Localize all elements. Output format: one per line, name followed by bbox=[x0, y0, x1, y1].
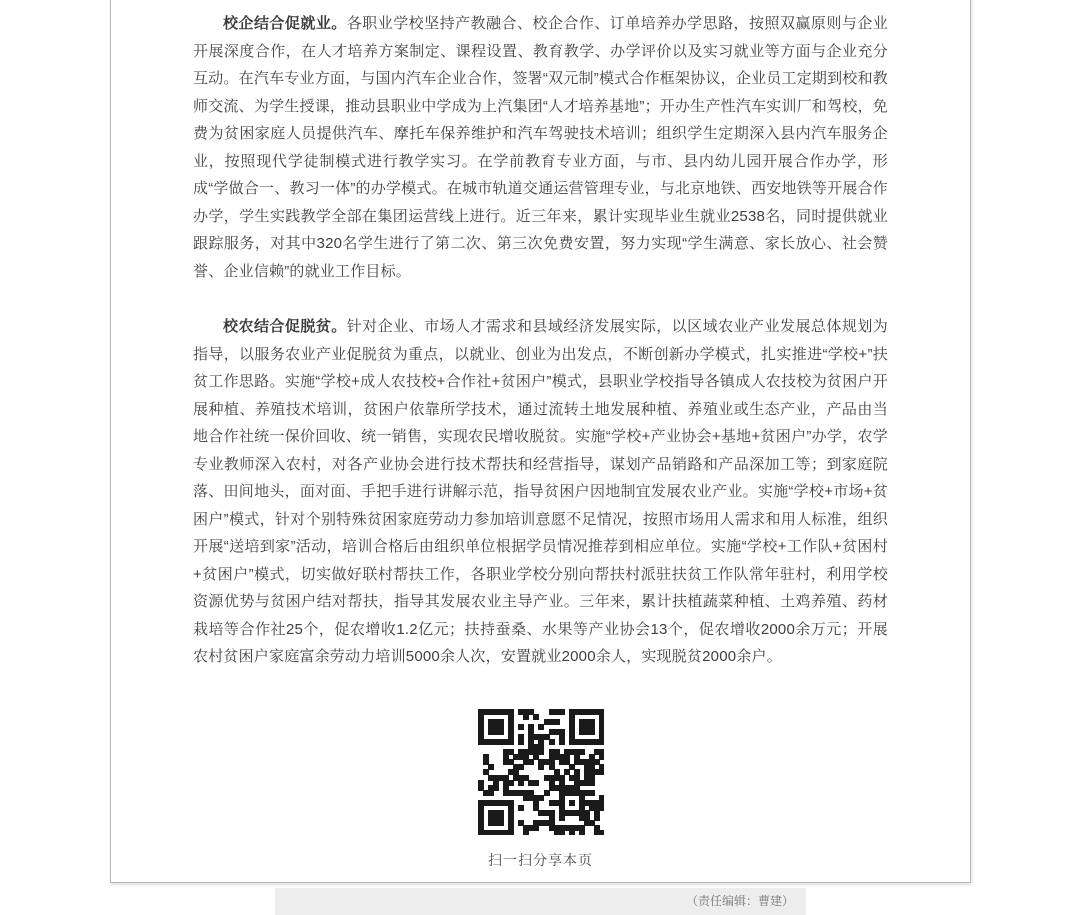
qr-share-block bbox=[193, 709, 888, 870]
editor-bar bbox=[275, 888, 806, 915]
paragraph-text-employment: 各职业学校坚持产教融合、校企合作、订单培养办学思路，按照双赢原则与企业开展深度合作，在人才培养方案制定、课程设置、教育教学、办学评价以及实习就业等方面与企业充分互动。在汽车专业方面，与国内汽车企业合作，签署“双元制”模式合作框架协议，企业员工定期到校和教师交流、为学生授课，推动县职业中学成为上汽集团“人才培养基地”；开办生产性汽车实训厂和驾校，免费为贫困家庭人员提供汽车、摩托车保养维护和汽车驾驶技术培训；组织学生定期深入县内汽车服务企业，按照现代学徒制模式进行教学实习。在学前教育专业方面，与市、县内幼儿园开展合作办学，形成“学做合一、教习一体”的办学模式。在城市轨道交通运营管理专业，与北京地铁、西安地铁等开展合作办学，学生实践教学全部在集团运营线上进行。近三年来，累计实现毕业生就业2538名，同时提供就业跟踪服务，对其中320名学生进行了第二次、第三次免费安置，努力实现“学生满意、家长放心、社会赞誉、企业信赖”的就业工作目标。 bbox=[193, 15, 888, 280]
paragraph-lead-employment: 校企结合促就业。 bbox=[223, 15, 347, 32]
article-paragraph-employment bbox=[193, 10, 888, 285]
article-page bbox=[110, 0, 971, 908]
paragraph-text-poverty: 针对企业、市场人才需求和县域经济发展实际，以区域农业产业发展总体规划为指导，以服务农业产业促脱贫为重点，以就业、创业为出发点，不断创新办学模式，扎实推进“学校+”扶贫工作思路。实施“学校+成人农技校+合作社+贫困户”模式，县职业学校指导各镇成人农技校为贫困户开展种植、养殖技术培训，贫困户依靠所学技术，通过流转土地发展种植、养殖业或生态产业，产品由当地合作社统一保价回收、统一销售，实现农民增收脱贫。实施“学校+产业协会+基地+贫困户”办学，农学专业教师深入农村，对各产业协会进行技术帮扶和经营指导，谋划产品销路和产品深加工等；到家庭院落、田间地头，面对面、手把手进行讲解示范，指导贫困户因地制宜发展农业产业。实施“学校+市场+贫困户”模式，针对个别特殊贫困家庭劳动力参加培训意愿不足情况，按照市场用人需求和用人标准，组织开展“送培到家”活动，培训合格后由组织单位根据学员情况推荐到相应单位。实施“学校+工作队+贫困村+贫困户”模式，切实做好联村帮扶工作，各职业学校分别向帮扶村派驻扶贫工作队常年驻村，利用学校资源优势与贫困户结对帮扶，指导其发展农业主导产业。三年来，累计扶植蔬菜种植、土鸡养殖、药材栽培等合作社25个，促农增收1.2亿元；扶持蚕桑、水果等产业协会13个，促农增收2000余万元；开展农村贫困户家庭富余劳动力培训5000余人次，安置就业2000余人，实现脱贫2000余户。 bbox=[193, 318, 888, 665]
editor-note: （责任编辑：曹建） bbox=[685, 893, 794, 908]
qr-code-image bbox=[478, 709, 604, 835]
qr-caption: 扫一扫分享本页 bbox=[488, 851, 593, 868]
paragraph-lead-poverty: 校农结合促脱贫。 bbox=[223, 318, 347, 335]
article-paragraph-poverty bbox=[193, 313, 888, 671]
article-body bbox=[111, 0, 970, 915]
